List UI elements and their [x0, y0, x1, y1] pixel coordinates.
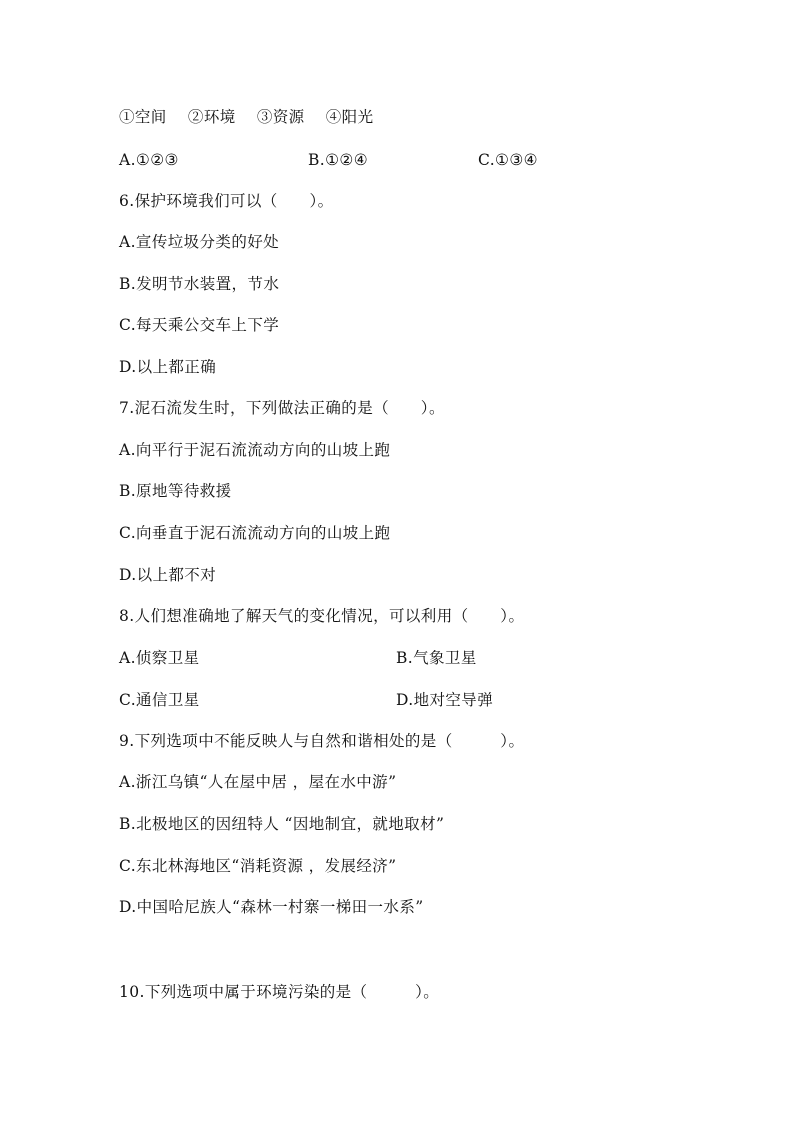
q5-option-a: A.①②③ [119, 151, 179, 169]
q6-option-b: B.发明节水装置，节水 [119, 275, 280, 293]
q8-option-c: C.通信卫星 [119, 691, 200, 709]
q7-option-a: A.向平行于泥石流流动方向的山坡上跑 [119, 441, 391, 459]
q5-items-line: ①空间 ②环境 ③资源 ④阳光 [119, 108, 374, 126]
q6-stem: 6.保护环境我们可以（ ）。 [119, 192, 334, 210]
q6-option-c: C.每天乘公交车上下学 [119, 316, 280, 334]
q6-option-a: A.宣传垃圾分类的好处 [119, 233, 280, 251]
q5-option-c: C.①③④ [478, 151, 538, 169]
q8-option-d: D.地对空导弹 [396, 691, 494, 709]
q7-option-b: B.原地等待救援 [119, 482, 232, 500]
q10-stem: 10.下列选项中属于环境污染的是（ ）。 [119, 983, 440, 1001]
q9-option-c: C.东北林海地区“消耗资源 ，发展经济” [119, 857, 397, 875]
q7-option-d: D.以上都不对 [119, 566, 217, 584]
q9-option-a: A.浙江乌镇“人在屋中居 ，屋在水中游” [119, 773, 397, 791]
q7-stem: 7.泥石流发生时，下列做法正确的是（ ）。 [119, 399, 445, 417]
q9-option-b: B.北极地区的因纽特人 “因地制宜，就地取材” [119, 815, 445, 833]
q5-option-b: B.①②④ [308, 151, 369, 169]
q9-stem: 9.下列选项中不能反映人与自然和谐相处的是（ ）。 [119, 732, 525, 750]
q8-stem: 8.人们想准确地了解天气的变化情况，可以利用（ ）。 [119, 607, 525, 625]
q8-option-a: A.侦察卫星 [119, 649, 200, 667]
q7-option-c: C.向垂直于泥石流流动方向的山坡上跑 [119, 524, 391, 542]
q8-option-b: B.气象卫星 [396, 649, 477, 667]
q9-option-d: D.中国哈尼族人“森林一村寨一梯田一水系” [119, 898, 424, 916]
q6-option-d: D.以上都正确 [119, 358, 217, 376]
